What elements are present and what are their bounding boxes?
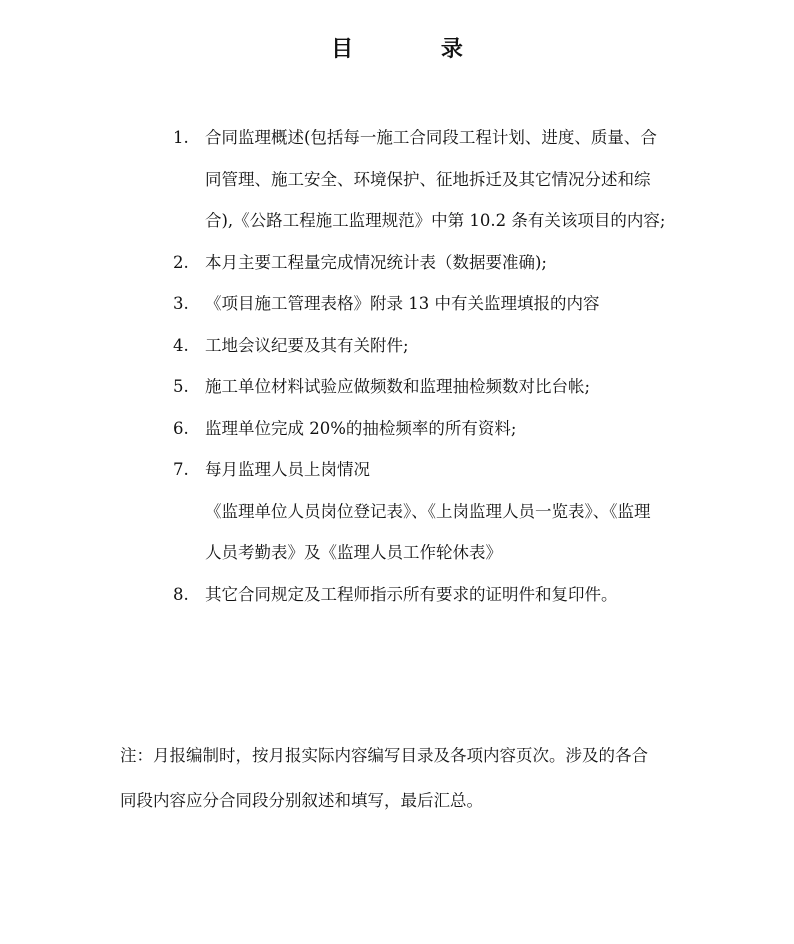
footnote — [120, 733, 720, 823]
toc-item-number: 6. — [173, 418, 189, 438]
toc-item-number: 4. — [173, 335, 189, 355]
toc-item-line: 人员考勤表》及《监理人员工作轮休表》 — [205, 543, 502, 562]
toc-item-8 — [173, 574, 718, 616]
toc-item-2 — [173, 242, 718, 284]
toc-item-text — [205, 117, 718, 242]
toc-item-line: 同管理、施工安全、环境保护、征地拆迁及其它情况分述和综 — [205, 169, 651, 189]
toc-item-line: 其它合同规定及工程师指示所有要求的证明件和复印件。 — [205, 584, 618, 604]
toc-item-text — [205, 574, 718, 616]
toc-item-text — [205, 283, 718, 325]
toc-item-line: 合),《公路工程施工监理规范》中第 10.2 条有关该项目的内容; — [205, 211, 666, 230]
toc-item-line: 每月监理人员上岗情况 — [205, 460, 370, 479]
toc-item-line: 工地会议纪要及其有关附件; — [205, 335, 409, 355]
toc-item-7 — [173, 449, 718, 574]
toc-item-line: 本月主要工程量完成情况统计表（数据要准确); — [205, 252, 547, 272]
toc-item-text — [205, 325, 718, 367]
footnote-line: 同段内容应分合同段分别叙述和填写，最后汇总。 — [120, 791, 483, 810]
toc-item-number: 7. — [173, 460, 189, 479]
toc-item-number: 3. — [173, 294, 189, 313]
toc-item-5 — [173, 366, 718, 408]
toc-item-number: 1. — [173, 128, 189, 147]
table-of-contents — [173, 117, 718, 615]
toc-item-text — [205, 408, 718, 450]
toc-item-line: 施工单位材料试验应做频数和监理抽检频数对比台帐; — [205, 377, 591, 396]
toc-item-line: 监理单位完成 20%的抽检频率的所有资料; — [205, 418, 517, 438]
toc-item-line: 《监理单位人员岗位登记表》、《上岗监理人员一览表》、《监理 — [205, 501, 651, 521]
toc-item-text — [205, 366, 718, 408]
toc-item-line: 合同监理概述(包括每一施工合同段工程计划、进度、质量、合 — [205, 128, 657, 147]
toc-item-number: 8. — [173, 584, 189, 604]
footnote-line: 注：月报编制时，按月报实际内容编写目录及各项内容页次。涉及的各合 — [120, 746, 648, 765]
page-title: 目 录 — [331, 37, 503, 62]
toc-item-1 — [173, 117, 718, 242]
toc-item-4 — [173, 325, 718, 367]
toc-item-number: 2. — [173, 252, 189, 272]
toc-item-number: 5. — [173, 377, 189, 396]
toc-item-line: 《项目施工管理表格》附录 13 中有关监理填报的内容 — [205, 294, 600, 313]
toc-item-3 — [173, 283, 718, 325]
toc-item-text — [205, 449, 718, 574]
toc-item-6 — [173, 408, 718, 450]
toc-item-text — [205, 242, 718, 284]
